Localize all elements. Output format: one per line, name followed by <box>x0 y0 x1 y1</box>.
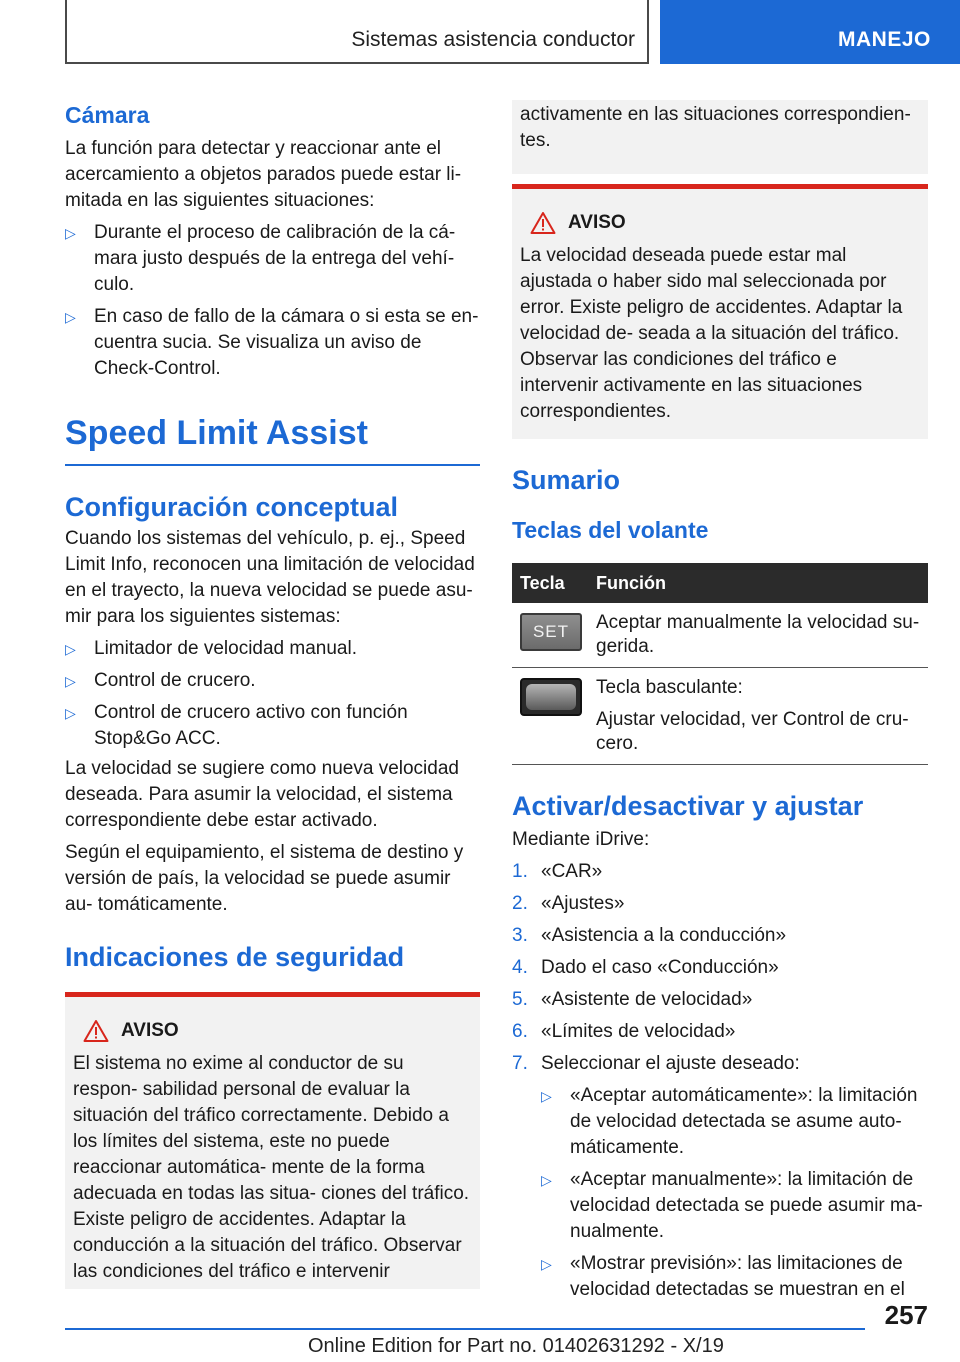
step-number: 2. <box>512 893 528 914</box>
step-text: «Asistente de velocidad» <box>541 989 753 1010</box>
step-number: 5. <box>512 989 528 1010</box>
warning-triangle-icon <box>530 211 556 235</box>
concept-list <box>65 636 480 752</box>
function-cell: Aceptar manualmente la velocidad su- gerida. <box>588 603 928 668</box>
list-item: ▷ «Mostrar previsión»: las limitaciones de velocidad detectadas se muestran en el <box>541 1251 928 1303</box>
key-cell <box>512 668 588 765</box>
warning-text: El sistema no exime al conductor de su respon- sabilidad personal de evaluar la situación del tráfico correctamente. Debido a los límites del sistema, este no puede reaccionar automática- mente de la forma adecuada en todas las situa- ciones del tráfico. Existe peligro de accidentes. Adaptar la conducción a la situación del tráfico. Observar las condiciones del tráfico e intervenir <box>73 1053 470 1282</box>
warning-label: AVISO <box>121 1020 179 1041</box>
list-item: ▷ Control de crucero activo con función Stop&Go ACC. <box>65 700 480 752</box>
list-item: ▷ En caso de fallo de la cámara o si esta se en- cuentra sucia. Se visualiza un aviso de Check-Control. <box>65 304 480 382</box>
rocker-switch-icon <box>520 678 582 716</box>
step-item <box>512 955 928 981</box>
column-header-function: Función <box>588 563 928 603</box>
chapter-label: MANEJO <box>838 28 931 51</box>
warning-header <box>530 211 920 235</box>
key-cell <box>512 603 588 668</box>
camera-intro: La función para detectar y reaccionar ante el acercamiento a objetos parados puede estar li- mitada en las siguientes situaciones: <box>65 138 462 211</box>
step-text: «Ajustes» <box>541 893 625 914</box>
section-title: Sistemas asistencia conductor <box>351 28 635 51</box>
list-item: ▷ «Aceptar manualmente»: la limitación de velocidad detectada se puede asumir ma- nualmente. <box>541 1167 928 1245</box>
concept-paragraph: Según el equipamiento, el sistema de destino y versión de país, la velocidad se puede asumir au- tomáticamente. <box>65 842 464 915</box>
step-text: «CAR» <box>541 861 603 882</box>
step-number: 1. <box>512 861 528 882</box>
warning-continuation <box>512 100 928 174</box>
concept-heading: Configuración conceptual <box>65 492 399 522</box>
warning-box <box>65 992 480 1289</box>
step7-list <box>541 1083 928 1303</box>
step-item <box>512 1019 928 1045</box>
step-text: Dado el caso «Conducción» <box>541 957 779 978</box>
step-number: 7. <box>512 1053 528 1074</box>
step-text: Seleccionar el ajuste deseado: <box>541 1053 800 1074</box>
step-number: 4. <box>512 957 528 978</box>
step-item <box>512 987 928 1013</box>
list-item: ▷ Limitador de velocidad manual. <box>65 636 480 662</box>
warning-box <box>512 184 928 439</box>
edition-footer: Online Edition for Part no. 01402631292 - X/19 <box>308 1335 724 1357</box>
footer-divider <box>65 1328 865 1330</box>
warning-text: La velocidad deseada puede estar mal ajustada o haber sido mal seleccionada por error. Existe peligro de accidentes. Adaptar la velocidad de- seada a la situación del tráfico. Observar las condiciones del tráfico e intervenir activamente en las situaciones correspondientes. <box>520 245 903 422</box>
table-row <box>512 668 928 765</box>
keys-heading: Teclas del volante <box>512 517 709 543</box>
step-item <box>512 923 928 949</box>
step-number: 6. <box>512 1021 528 1042</box>
function-text: Ajustar velocidad, ver Control de cru- cero. <box>596 709 909 754</box>
title-divider <box>65 464 480 466</box>
left-column <box>65 100 480 1289</box>
list-item: ▷ Durante el proceso de calibración de la cá- mara justo después de la entrega del vehí- culo. <box>65 220 480 298</box>
warning-header <box>83 1019 472 1043</box>
keys-table <box>512 563 928 765</box>
warning-triangle-icon <box>83 1019 109 1043</box>
activate-intro: Mediante iDrive: <box>512 829 650 850</box>
camera-heading: Cámara <box>65 102 150 128</box>
safety-heading: Indicaciones de seguridad <box>65 942 405 972</box>
page-title: Speed Limit Assist <box>65 414 368 452</box>
warning-text-continued: activamente en las situaciones correspondien- tes. <box>520 104 911 151</box>
table-row <box>512 603 928 668</box>
steps-list <box>512 859 928 1303</box>
list-item: ▷ Control de crucero. <box>65 668 480 694</box>
summary-heading: Sumario <box>512 465 621 495</box>
function-cell <box>588 668 928 765</box>
right-column <box>512 100 928 1303</box>
function-text: Tecla basculante: <box>596 677 743 698</box>
list-item: ▷ «Aceptar automáticamente»: la limitación de velocidad detectada se asume auto- máticamente. <box>541 1083 928 1161</box>
step-item <box>512 859 928 885</box>
chapter-tab[interactable] <box>660 0 960 64</box>
page-number: 257 <box>884 1300 928 1330</box>
step-text: «Límites de velocidad» <box>541 1021 736 1042</box>
step-number: 3. <box>512 925 528 946</box>
step-item <box>512 891 928 917</box>
step-item <box>512 1051 928 1303</box>
set-button: SET <box>520 613 582 651</box>
concept-paragraph: La velocidad se sugiere como nueva velocidad deseada. Para asumir la velocidad, el sistema correspondiente debe estar activado. <box>65 758 459 831</box>
activate-heading: Activar/desactivar y ajustar <box>512 791 864 821</box>
column-header-key: Tecla <box>512 563 588 603</box>
concept-intro: Cuando los sistemas del vehículo, p. ej., Speed Limit Info, reconocen una limitación de velocidad en el trayecto, la nueva velocidad se puede asu- mir para los siguientes sistemas: <box>65 528 475 627</box>
camera-list <box>65 220 480 382</box>
table-header-row <box>512 563 928 603</box>
header-section-box <box>65 0 649 64</box>
warning-label: AVISO <box>568 212 626 233</box>
step-text: «Asistencia a la conducción» <box>541 925 787 946</box>
